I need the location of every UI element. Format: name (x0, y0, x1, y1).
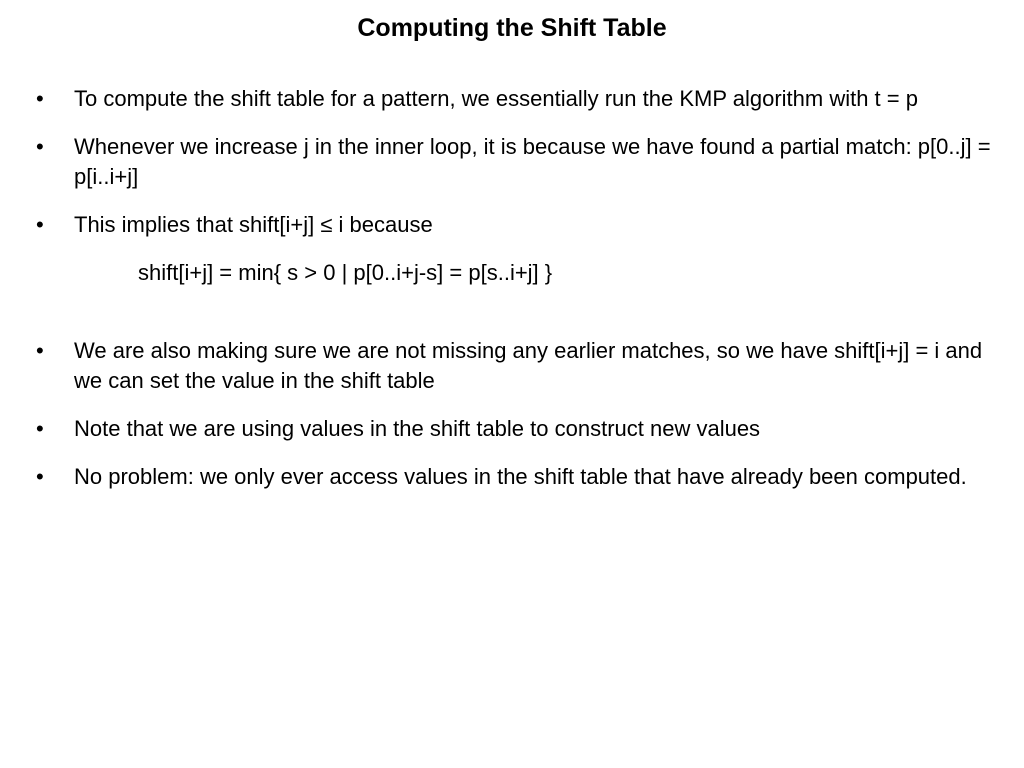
bullet-marker: • (36, 338, 44, 363)
bullet-item (36, 336, 996, 396)
bullet-item (36, 132, 996, 192)
bullet-text: Note that we are using values in the shift table to construct new values (74, 416, 761, 441)
bullet-marker: • (36, 86, 44, 111)
bullet-list (36, 84, 996, 492)
slide-title: Computing the Shift Table (357, 14, 667, 42)
bullet-item (36, 210, 996, 240)
bullet-marker: • (36, 212, 44, 237)
bullet-item (36, 84, 996, 114)
bullet-item (36, 462, 996, 492)
shift-formula: shift[i+j] = min{ s > 0 | p[0..i+j-s] = p[s..i+j] } (138, 260, 553, 285)
bullet-marker: • (36, 134, 44, 159)
bullet-text: To compute the shift table for a pattern, we essentially run the KMP algorithm with t = p (74, 86, 918, 111)
bullet-item (36, 414, 996, 444)
bullet-text: Whenever we increase j in the inner loop, it is because we have found a partial match: p[0..j] = p[i..i+j] (74, 134, 991, 189)
bullet-text: No problem: we only ever access values in the shift table that have already been computed. (74, 464, 967, 489)
bullet-text: This implies that shift[i+j] ≤ i because (74, 212, 433, 237)
bullet-text: We are also making sure we are not missing any earlier matches, so we have shift[i+j] = i and we can set the value in the shift table (74, 338, 983, 393)
bullet-marker: • (36, 464, 44, 489)
bullet-marker: • (36, 416, 44, 441)
